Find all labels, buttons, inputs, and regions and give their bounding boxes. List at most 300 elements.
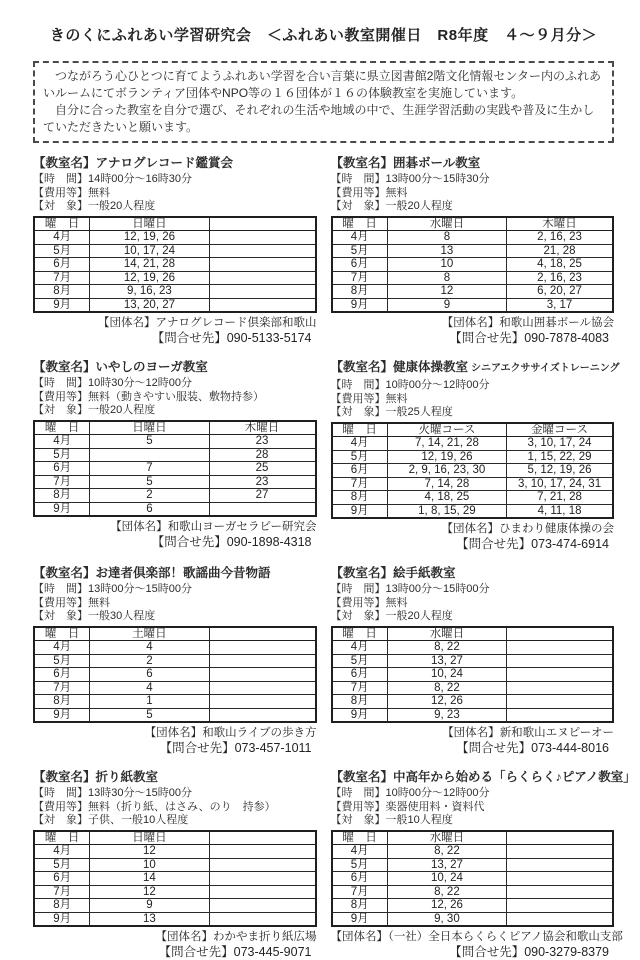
contact-value: 090-7878-4083 [524,331,609,346]
time-line [33,377,317,391]
month-cell: 7月 [34,271,90,285]
org-label: 【団体名】 [330,931,388,944]
dates-cell: 10, 24 [387,872,506,886]
contact-value: 090-3279-8379 [524,945,609,960]
month-cell: 9月 [34,708,90,722]
table-header-cell: 土曜日 [90,627,209,641]
dates-cell: 7, 14, 28 [387,477,506,491]
target-line [331,200,615,214]
fee-value: 無料（動きやすい服装、敷物持参） [88,390,264,403]
month-cell: 4月 [34,231,90,245]
table-header-row [332,217,614,231]
target-line [331,406,615,420]
dates-cell: 12, 19, 26 [387,450,506,464]
time-value: 10時00分～12時00分 [385,379,490,392]
page-title: きのくにふれあい学習研究会 ＜ふれあい教室開催日 R8年度 ４～９月分＞ [49,27,598,44]
dates-cell: 5, 12, 19, 26 [507,464,613,478]
class-name-value: 囲碁ボール教室 [393,156,481,171]
dates-cell [209,654,315,668]
schedule-table [331,830,615,928]
org-line [331,522,615,536]
table-row [332,437,614,451]
table-row [34,641,316,655]
class-name-label: 【教室名】 [330,566,394,581]
dates-cell: 12, 19, 26 [90,231,209,245]
month-cell: 4月 [332,231,388,245]
table-row [34,489,316,503]
fee-label: 【費用等】 [330,800,386,813]
month-cell: 5月 [332,654,388,668]
time-value: 13時00分～15時00分 [385,583,490,596]
month-cell: 9月 [332,912,388,926]
dates-cell [209,681,315,695]
month-cell: 5月 [332,244,388,258]
table-header-cell: 日曜日 [90,831,209,845]
section-kenko-taiso [330,359,620,552]
table-row [34,872,316,886]
fee-label: 【費用等】 [33,800,88,813]
table-header-cell: 日曜日 [90,217,209,231]
dates-cell: 4, 18, 25 [507,258,613,272]
dates-cell: 7, 21, 28 [507,491,613,505]
table-row [34,681,316,695]
target-line [331,610,615,624]
org-line [33,520,317,534]
table-row [332,504,614,518]
table-row [332,477,614,491]
contact-line [33,535,317,550]
target-value: 一般20人程度 [88,404,156,417]
dates-cell: 8 [387,271,506,285]
dates-cell [209,912,315,926]
contact-line [33,741,317,756]
table-header-cell: 曜 日 [332,831,388,845]
dates-cell: 10 [90,858,209,872]
schedule-table [33,420,317,518]
fee-line [331,801,615,815]
class-name-label: 【教室名】 [330,156,394,171]
time-label: 【時 間】 [33,583,88,596]
dates-cell: 6, 20, 27 [507,285,613,299]
org-value: 新和歌山エヌピーオー [499,727,614,740]
dates-cell [507,681,613,695]
class-name-line [331,565,615,581]
contact-label: 【問合せ先】 [456,537,532,552]
dates-cell: 9 [387,298,506,312]
dates-cell: 8, 22 [387,885,506,899]
target-label: 【対 象】 [33,404,88,417]
dates-cell [209,258,315,272]
section-etegami [331,565,615,756]
month-cell: 5月 [34,858,90,872]
contact-value: 073-445-9071 [233,945,312,960]
month-cell: 4月 [332,437,388,451]
table-row [34,231,316,245]
dates-cell: 1, 8, 15, 29 [387,504,506,518]
time-value: 14時00分～16時30分 [88,173,192,186]
org-line [330,930,623,944]
contact-label: 【問合せ先】 [449,945,525,960]
dates-cell: 2, 16, 23 [507,231,613,245]
contact-label: 【問合せ先】 [449,331,525,346]
table-row [34,462,316,476]
table-row [332,708,614,722]
org-label: 【団体名】 [144,727,203,740]
dates-cell: 10, 24 [387,668,506,682]
target-value: 子供、一般10人程度 [88,814,189,827]
contact-value: 073-457-1011 [234,741,312,756]
table-header-cell [507,627,613,641]
org-value: 和歌山囲碁ボール協会 [499,317,614,330]
dates-cell: 7 [90,462,209,476]
class-name-value: お達者倶楽部！歌謡曲今昔物語 [95,566,271,581]
table-row [332,258,614,272]
table-header-cell: 木曜日 [209,421,315,435]
fee-line [331,393,615,407]
table-header-cell: 曜 日 [332,627,388,641]
intro-paragraph-1: つながろう心ひとつに育てようふれあい学習を合い言葉に県立図書館2階文化情報センター内のふれあいルームにてボランティア団体やNPO等の１６団体が１６の体験教室を実施しています。 [43,69,601,101]
org-label: 【団体名】 [441,523,499,536]
table-header-row [34,217,316,231]
fee-line [33,187,317,201]
target-label: 【対 象】 [330,200,386,213]
dates-cell: 9, 23 [387,708,506,722]
dates-cell: 14 [90,872,209,886]
table-row [332,872,614,886]
target-line [33,200,317,214]
dates-cell [90,448,209,462]
target-line [331,814,615,828]
dates-cell: 8, 22 [387,641,506,655]
contact-line [331,331,615,346]
dates-cell [209,695,315,709]
target-label: 【対 象】 [330,406,386,419]
org-label: 【団体名】 [442,727,500,740]
table-row [332,271,614,285]
time-label: 【時 間】 [330,583,386,596]
section-yoga [33,359,317,552]
class-name-line [330,769,636,785]
table-row [332,845,614,859]
fee-label: 【費用等】 [330,392,386,405]
table-row [332,695,614,709]
dates-cell [209,502,315,516]
target-value: 一般20人程度 [385,200,453,213]
class-name-line [33,155,317,171]
table-row [34,448,316,462]
time-value: 13時00分～15時00分 [88,583,192,596]
month-cell: 8月 [34,285,90,299]
target-line [33,814,317,828]
month-cell: 5月 [34,244,90,258]
time-label: 【時 間】 [33,377,88,390]
contact-line [33,945,317,960]
fee-label: 【費用等】 [330,596,386,609]
dates-cell: 4, 18, 25 [387,491,506,505]
dates-cell [209,285,315,299]
dates-cell: 7, 14, 21, 28 [387,437,506,451]
table-header-cell: 火曜コース [387,423,506,437]
dates-cell: 6 [90,502,209,516]
contact-value: 090-5133-5174 [226,331,312,346]
dates-cell [209,231,315,245]
org-value: ひまわり健康体操の会 [499,523,614,536]
target-line [33,404,317,418]
section-kayokyoku [33,565,317,756]
month-cell: 5月 [332,858,388,872]
class-name-line [33,769,317,785]
class-name-subtitle: シニアエクササイズトレーニング [471,363,620,375]
schedule-table [331,422,615,520]
month-cell: 5月 [34,654,90,668]
contact-label: 【問合せ先】 [159,741,235,756]
time-value: 10時30分～12時00分 [88,377,192,390]
section-piano [330,769,636,960]
month-cell: 6月 [34,872,90,886]
org-line [331,726,615,740]
table-header-cell [209,627,315,641]
month-cell: 7月 [332,681,388,695]
class-name-value: アナログレコード鑑賞会 [95,156,234,171]
table-row [332,464,614,478]
month-cell: 9月 [34,912,90,926]
contact-value: 073-474-6914 [531,537,609,552]
table-row [332,899,614,913]
intro-box [33,61,614,143]
table-header-cell: 木曜日 [507,217,613,231]
org-line [33,316,317,330]
dates-cell: 12, 19, 26 [90,271,209,285]
table-row [34,708,316,722]
dates-cell: 27 [209,489,315,503]
dates-cell [507,654,613,668]
month-cell: 7月 [332,885,388,899]
target-value: 一般20人程度 [88,200,156,213]
table-row [332,681,614,695]
month-cell: 8月 [34,695,90,709]
org-label: 【団体名】 [110,521,168,534]
class-name-value: 絵手紙教室 [393,566,456,581]
class-name-value: 中高年から始める「らくらく♪ピアノ教室」 [393,770,636,785]
month-cell: 6月 [332,464,388,478]
dates-cell: 10, 17, 24 [90,244,209,258]
table-row [34,271,316,285]
dates-cell: 5 [90,708,209,722]
dates-cell: 12 [90,885,209,899]
class-name-line [330,359,620,377]
contact-label: 【問合せ先】 [151,331,227,346]
table-row [34,695,316,709]
table-row [34,668,316,682]
table-row [332,885,614,899]
table-row [332,654,614,668]
dates-cell [209,845,315,859]
month-cell: 8月 [332,695,388,709]
org-line [331,316,615,330]
fee-line [33,801,317,815]
fee-label: 【費用等】 [33,596,88,609]
dates-cell: 4 [90,641,209,655]
contact-line [331,945,615,960]
month-cell: 7月 [332,477,388,491]
contact-label: 【問合せ先】 [158,945,234,960]
dates-cell: 25 [209,462,315,476]
org-label: 【団体名】 [98,317,156,330]
table-header-cell: 水曜日 [387,627,506,641]
dates-cell: 28 [209,448,315,462]
dates-cell: 10 [387,258,506,272]
table-header-row [332,423,614,437]
table-row [332,668,614,682]
table-header-cell: 曜 日 [34,627,90,641]
month-cell: 7月 [34,681,90,695]
dates-cell: 12 [90,845,209,859]
dates-cell: 8, 22 [387,681,506,695]
dates-cell: 13 [90,912,209,926]
dates-cell [507,695,613,709]
dates-cell: 13, 20, 27 [90,298,209,312]
org-value: わかやま折り紙広場 [213,931,317,944]
table-row [332,450,614,464]
contact-label: 【問合せ先】 [151,535,227,550]
org-value: 和歌山ライブの歩き方 [202,727,317,740]
month-cell: 8月 [34,489,90,503]
table-row [332,858,614,872]
time-label: 【時 間】 [33,173,88,186]
org-label: 【団体名】 [155,931,213,944]
target-value: 一般20人程度 [385,610,453,623]
fee-value: 無料 [88,596,110,609]
table-header-cell [507,831,613,845]
dates-cell: 13, 27 [387,858,506,872]
dates-cell: 9, 16, 23 [90,285,209,299]
table-header-row [332,831,614,845]
dates-cell [507,845,613,859]
dates-cell [507,912,613,926]
contact-value: 090-1898-4318 [226,535,312,550]
target-line [33,610,317,624]
table-header-cell: 水曜日 [387,217,506,231]
month-cell: 8月 [332,285,388,299]
dates-cell [209,872,315,886]
dates-cell: 14, 21, 28 [90,258,209,272]
schedule-table [33,626,317,724]
month-cell: 6月 [34,258,90,272]
table-header-cell: 金曜コース [507,423,613,437]
dates-cell [209,899,315,913]
schedule-table [33,830,317,928]
target-label: 【対 象】 [33,200,88,213]
dates-cell: 3, 10, 17, 24, 31 [507,477,613,491]
dates-cell: 1 [90,695,209,709]
dates-cell [507,872,613,886]
fee-value: 無料 [385,392,408,405]
org-value: 和歌山ヨーガセラピー研究会 [167,521,317,534]
table-header-row [34,627,316,641]
time-line [331,787,615,801]
fee-value: 無料 [385,186,408,199]
table-row [34,845,316,859]
month-cell: 4月 [332,845,388,859]
class-name-label: 【教室名】 [33,360,96,375]
dates-cell [507,668,613,682]
month-cell: 9月 [332,298,388,312]
dates-cell: 2, 9, 16, 23, 30 [387,464,506,478]
contact-line [331,537,615,552]
org-value: （一社）全日本らくらくピアノ協会和歌山支部 [388,931,623,944]
dates-cell: 2, 16, 23 [507,271,613,285]
dates-cell [209,641,315,655]
org-line [33,726,317,740]
dates-cell [507,641,613,655]
month-cell: 4月 [34,845,90,859]
fee-value: 無料 [88,186,110,199]
fee-line [331,187,615,201]
month-cell: 4月 [34,435,90,449]
dates-cell [209,298,315,312]
table-row [332,244,614,258]
dates-cell [209,885,315,899]
month-cell: 9月 [34,298,90,312]
dates-cell [507,885,613,899]
schedule-table [331,626,615,724]
dates-cell: 23 [209,475,315,489]
table-row [34,885,316,899]
time-line [33,583,317,597]
contact-line [33,331,317,346]
time-value: 13時30分～15時00分 [88,787,192,800]
target-label: 【対 象】 [330,814,386,827]
section-igo-ball [331,155,615,346]
time-line [331,379,615,393]
class-name-value: 折り紙教室 [95,770,159,785]
class-name-label: 【教室名】 [33,770,96,785]
table-row [34,899,316,913]
fee-line [33,391,317,405]
table-row [332,285,614,299]
month-cell: 6月 [332,668,388,682]
fee-label: 【費用等】 [33,186,88,199]
dates-cell: 13, 27 [387,654,506,668]
class-name-value: いやしのヨーガ教室 [95,360,208,375]
table-row [332,231,614,245]
org-label: 【団体名】 [441,317,500,330]
dates-cell [209,271,315,285]
table-header-cell: 曜 日 [34,831,90,845]
time-line [33,787,317,801]
table-row [332,912,614,926]
target-label: 【対 象】 [33,814,88,827]
fee-label: 【費用等】 [330,186,386,199]
class-name-value: 健康体操教室 [393,360,469,375]
fee-value: 無料 [385,596,408,609]
dates-cell: 4, 11, 18 [507,504,613,518]
dates-cell: 3, 10, 17, 24 [507,437,613,451]
table-row [34,258,316,272]
sections-grid [33,155,636,960]
table-row [34,912,316,926]
time-line [331,173,615,187]
target-value: 一般10人程度 [385,814,453,827]
dates-cell: 12, 26 [387,695,506,709]
schedule-table [331,216,615,314]
org-line [33,930,317,944]
class-name-label: 【教室名】 [33,156,96,171]
table-header-cell: 水曜日 [387,831,506,845]
contact-value: 073-444-8016 [531,741,609,756]
dates-cell: 5 [90,435,209,449]
dates-cell: 8 [387,231,506,245]
